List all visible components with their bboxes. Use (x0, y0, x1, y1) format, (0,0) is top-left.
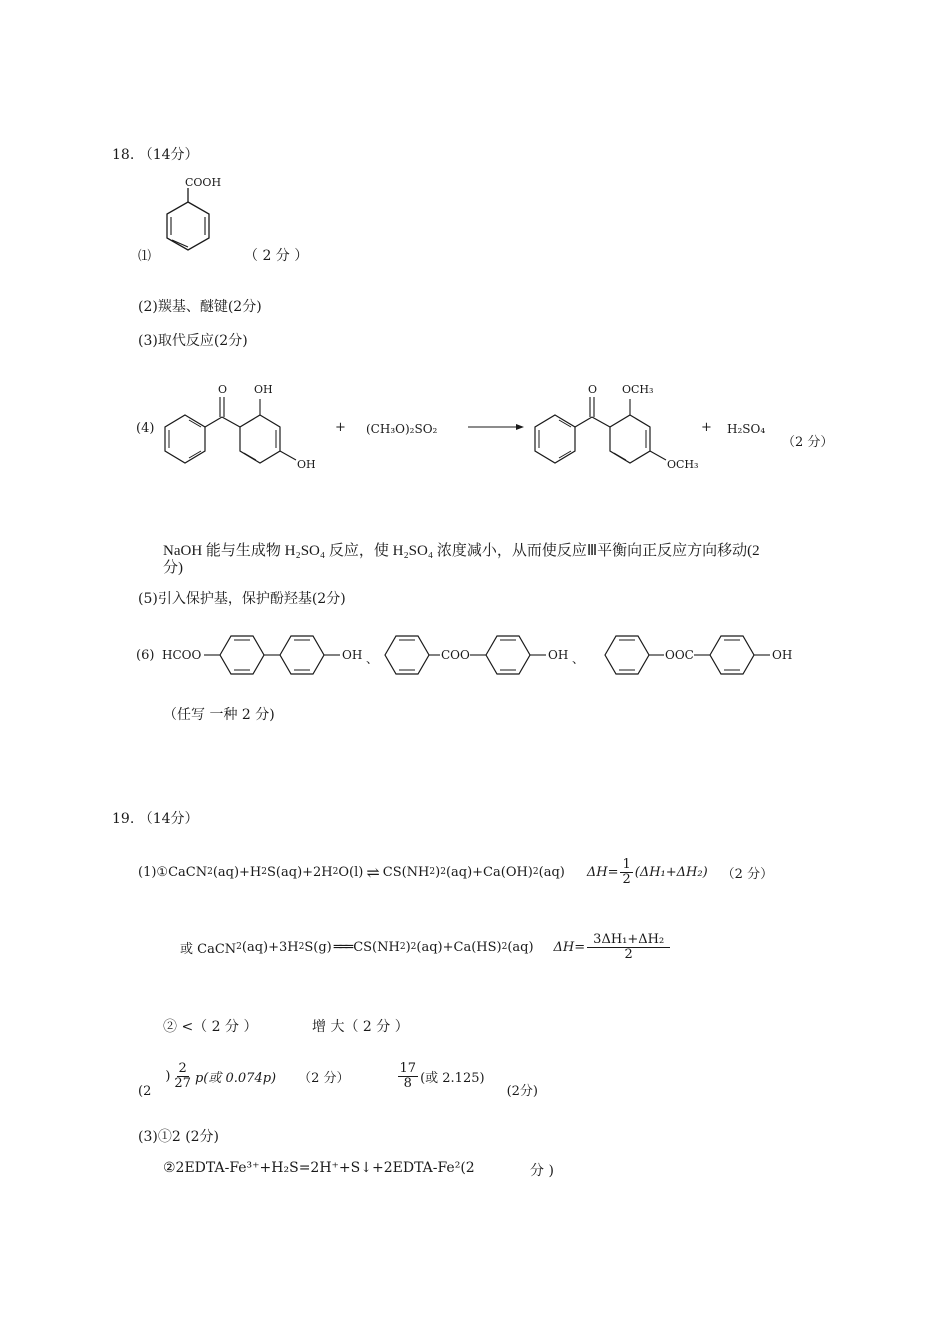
q18-p4-och3a: OCH₃ (622, 383, 654, 396)
q19-p2-paren: ) (165, 1069, 171, 1084)
eq1-a5: ) (435, 864, 441, 880)
q19-p1-2b: 增 大（ 2 分 ） (312, 1019, 409, 1035)
q18-p6-sep2: 、 (572, 652, 585, 666)
eq1-paren: (ΔH₁+ΔH₂) (634, 864, 708, 880)
eq1-a1: (aq)+H (212, 864, 262, 880)
q18-p4-o2: O (588, 383, 598, 396)
benzoic-acid-structure (155, 172, 235, 267)
q18-p4-plus2: + (701, 420, 712, 435)
eq1-a6: (aq)+Ca(OH) (445, 864, 533, 880)
q18-p4-reagent: (CH₃O)₂SO₂ (366, 422, 438, 436)
eq1-a3: O(l) (338, 864, 364, 880)
q19-p1-eq1: (1)①CaCN 2 (aq)+H 2 S(aq)+2H 2 O(l) ⇌ CS(NH 2 ) 2 (aq)+Ca(OH) 2 (aq) ΔH= $\frac{1}{2}$ (ΔH₁+ΔH₂) （2 分） (138, 857, 774, 887)
eq2-lead: 或 CaCN (180, 941, 237, 957)
q18-p6-s2-right: OH (548, 648, 569, 662)
q18-p1-score: （ 2 分 ） (244, 248, 309, 264)
eq1-a4: CS(NH (382, 864, 430, 880)
q18-p4-och3b: OCH₃ (667, 458, 699, 471)
q19-p3-1: (3)①2 (2分) (138, 1129, 220, 1145)
q18-p6-s1-left: HCOO (162, 648, 202, 662)
eq1-a7: (aq) (538, 864, 565, 880)
eq1-frac-num: 1 (622, 857, 631, 872)
q18-p4-reaction (130, 375, 840, 485)
q18-p1-label: ⑴ (138, 249, 152, 264)
eq2-a6: (aq) (507, 939, 534, 955)
q19-p1-2a: ② <（ 2 分 ） (163, 1019, 258, 1035)
q18-p4-product: H₂SO₄ (727, 422, 766, 436)
eq1-frac-den: 2 (622, 871, 631, 887)
q19-p1-eq2: 或 CaCN 2 (aq)+3H 2 S(g) ═══ CS(NH 2 ) 2 (aq)+Ca(HS) 2 (aq) ΔH= $\frac{\text{3ΔH₁+ΔH₂}}{2}$ (180, 933, 672, 961)
q18-p5: (5)引入保护基，保护酚羟基(2分) (138, 591, 346, 607)
eq2-a2: S(g) (304, 939, 332, 955)
q19-p2-f1-den: 27 (174, 1076, 191, 1091)
q19-header: 19. （14分） (112, 811, 199, 827)
q19-p2 (138, 1054, 538, 1099)
eq2-a1: (aq)+3H (241, 939, 299, 955)
q18-p6-s2-mid: COO (441, 648, 470, 662)
q19-p3-2-eq: ②2EDTA-Fe³⁺+H₂S=2H⁺+S↓+2EDTA-Fe²(2 (163, 1160, 475, 1176)
q19-p2-f2-tail: (或 2.125) (420, 1071, 485, 1086)
q19-p3-2-tail: 分 ) (530, 1163, 554, 1179)
q18-p4-oh2: OH (297, 458, 316, 471)
eq1-a2: S(aq)+2H (267, 864, 333, 880)
q19-p2-frac1 (172, 1062, 193, 1090)
q19-p2-s2: (2分) (506, 1084, 538, 1099)
q19-p2-f2-den: 8 (403, 1076, 412, 1091)
q18-p4-o1: O (218, 383, 228, 396)
eq2-arrow: ═══ (333, 939, 352, 955)
q18-p6-s3-mid: OOC (665, 648, 694, 662)
eq1-fraction (620, 858, 632, 886)
q19-p2-s1: （2 分） (298, 1071, 350, 1086)
eq1-arrow: ⇌ (366, 862, 380, 882)
cooh-label: COOH (185, 176, 222, 189)
q18-note-line2: 分) (163, 560, 183, 576)
q19-p2-frac2 (398, 1062, 419, 1090)
eq1-lead: (1)①CaCN (138, 864, 208, 880)
q18-p2: (2)羰基、醚键(2分) (138, 299, 262, 315)
q19-p2-f1-tail: p(或 0.074p) (194, 1071, 277, 1086)
q18-p6-sep1: 、 (366, 652, 379, 666)
eq2-frac-den: 2 (624, 946, 633, 962)
q18-p6-structures (130, 625, 820, 685)
q19-p2-label: (2 (138, 1084, 152, 1099)
q18-p6-label: (6) (136, 648, 155, 663)
q18-p6-s1-right: OH (342, 648, 363, 662)
q18-p3: (3)取代反应(2分) (138, 333, 248, 349)
q18-p4-oh1: OH (254, 383, 273, 396)
eq2-a5: (aq)+Ca(HS) (416, 939, 502, 955)
eq2-a4: ) (405, 939, 411, 955)
q18-p4-label: (4) (136, 421, 155, 436)
eq2-frac-num: 3ΔH₁+ΔH₂ (587, 933, 670, 948)
q18-p4-score: （2 分） (782, 435, 834, 450)
eq1-dh: ΔH= (586, 864, 619, 880)
q19-p2-f2-num: 17 (399, 1061, 417, 1077)
q18-p4-plus1: + (335, 420, 346, 435)
q18-note-line1: NaOH 能与生成物 H₂SO₄ 反应，使 H₂SO₄ 浓度减小，从而使反应Ⅲ平衡向正反应方向移动(2 (163, 543, 760, 559)
q18-p6-note: （任写 一种 2 分) (163, 707, 275, 723)
q18-header: 18. （14分） (112, 147, 199, 163)
eq2-fraction (587, 933, 670, 961)
eq2-a3: CS(NH (353, 939, 400, 955)
q19-p2-f1-num: 2 (178, 1061, 187, 1077)
q18-p6-s3-right: OH (772, 648, 793, 662)
eq2-dh: ΔH= (553, 939, 586, 955)
eq1-score: （2 分） (721, 866, 774, 882)
